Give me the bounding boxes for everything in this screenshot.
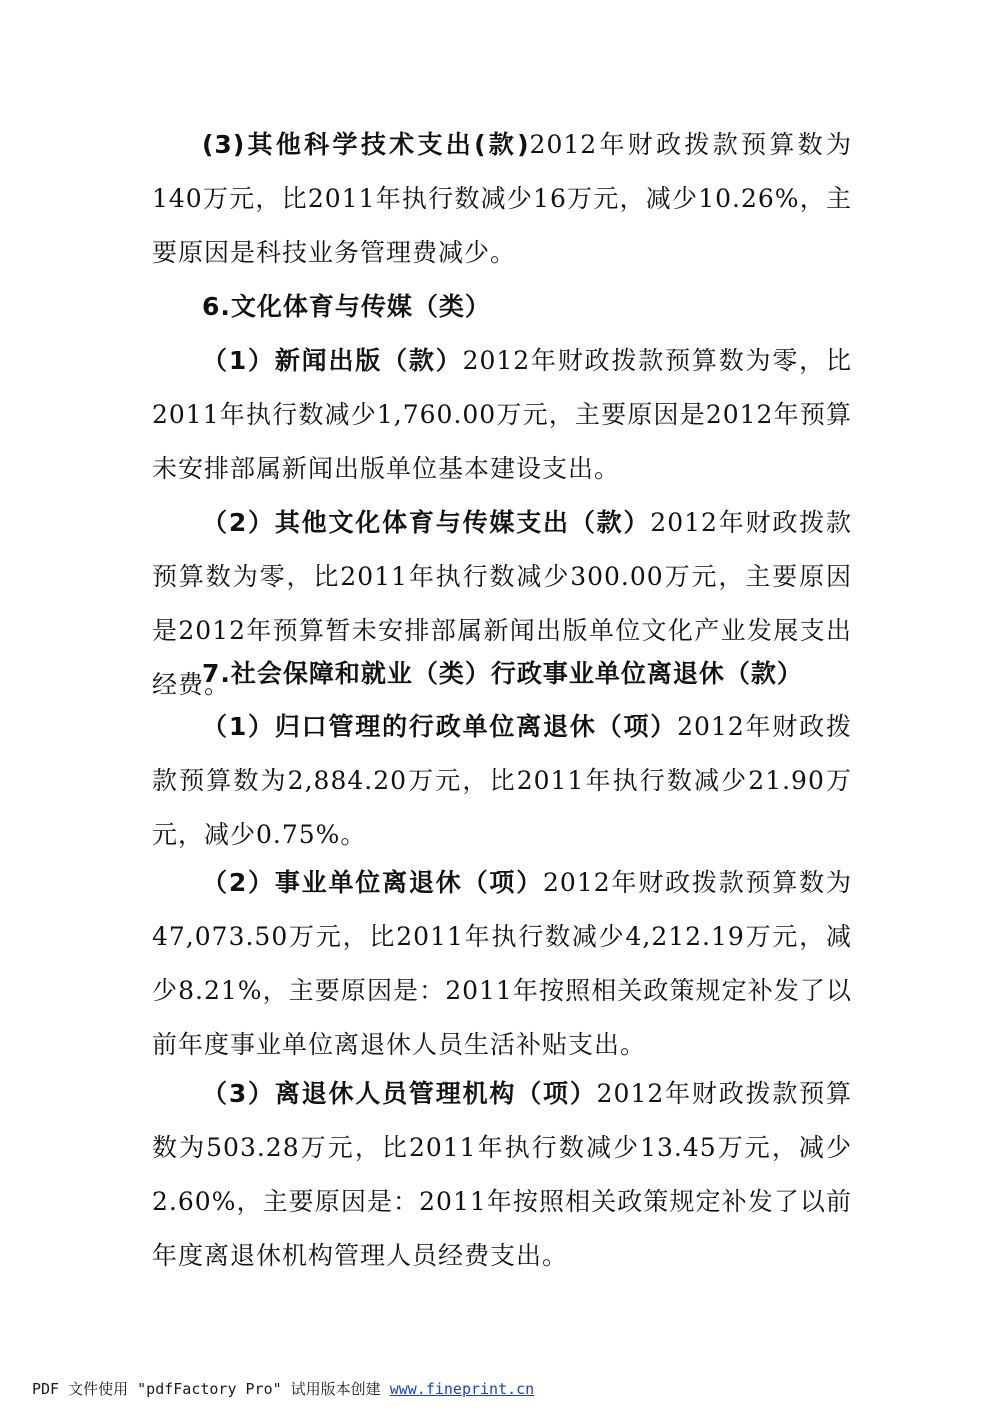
paragraph-news-publishing <box>152 334 852 496</box>
paragraph-admin-retirement <box>152 700 852 862</box>
paragraph-retirement-agencies <box>152 1067 852 1283</box>
pdf-factory-footer <box>32 1378 534 1399</box>
footer-text: PDF 文件使用 "pdfFactory Pro" 试用版本创建 <box>32 1380 390 1398</box>
paragraph-lead: （1）新闻出版（款） <box>202 346 463 375</box>
paragraph-institution-retirement <box>152 856 852 1072</box>
paragraph-other-science-tech <box>152 118 852 280</box>
paragraph-body: 2012年财政拨款预算数为零，比2011年执行数减少1,760.00万元，主要原因是2012年预算未安排部属新闻出版单位基本建设支出。 <box>152 346 853 483</box>
paragraph-body: 2012年财政拨款预算数为503.28万元，比2011年执行数减少13.45万元，减少2.60%，主要原因是：2011年按照相关政策规定补发了以前年度离退休机构管理人员经费支出。 <box>152 1079 852 1270</box>
section-heading-culture-media: 6.文化体育与传媒（类） <box>202 292 491 321</box>
paragraph-body: 2012年财政拨款预算数为零，比2011年执行数减少300.00万元，主要原因是2012年预算暂未安排部属新闻出版单位文化产业发展支出经费。 <box>152 508 853 699</box>
paragraph-lead: （1）归口管理的行政单位离退休（项） <box>202 712 678 741</box>
paragraph-body: 2012年财政拨款预算数为140万元，比2011年执行数减少16万元，减少10.26%，主要原因是科技业务管理费减少。 <box>152 130 852 267</box>
paragraph-lead: （2）事业单位离退休（项） <box>202 868 544 897</box>
footer-link[interactable]: www.fineprint.cn <box>389 1380 535 1398</box>
paragraph-lead: （3）离退休人员管理机构（项） <box>202 1079 597 1108</box>
paragraph-body: 2012年财政拨款预算数为2,884.20万元，比2011年执行数减少21.90万元，减少0.75%。 <box>152 712 852 849</box>
paragraph-lead: （2）其他文化体育与传媒支出（款） <box>202 508 651 537</box>
section-heading-social-security: 7.社会保障和就业（类）行政事业单位离退休（款） <box>202 659 803 688</box>
paragraph-body: 2012年财政拨款预算数为47,073.50万元，比2011年执行数减少4,212.19万元，减少8.21%，主要原因是：2011年按照相关政策规定补发了以前年度事业单位离退休人员生活补贴支出。 <box>152 868 852 1059</box>
paragraph-lead: (3)其他科学技术支出(款) <box>202 130 530 159</box>
